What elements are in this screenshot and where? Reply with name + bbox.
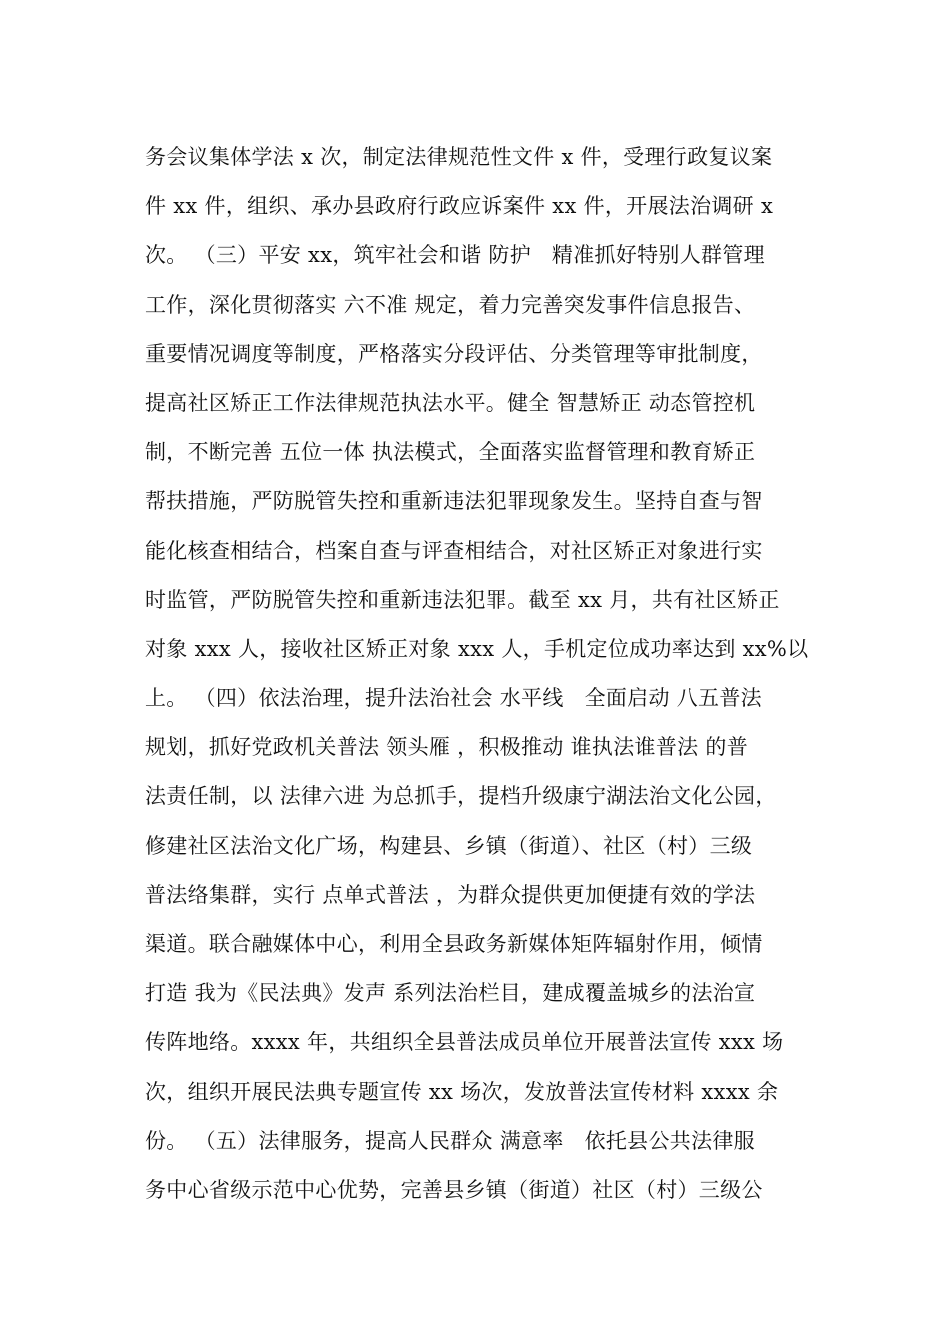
text-line: 务中心省级示范中心优势，完善县乡镇（街道）社区（村）三级公 [145,1177,763,1202]
text-line: 帮扶措施，严防脱管失控和重新违法犯罪现象发生。坚持自查与智 [145,489,763,514]
text-line: 工作，深化贯彻落实 六不准 规定，着力完善突发事件信息报告、 [145,292,756,317]
text-line: 次。 （三）平安 xx，筑牢社会和谐 防护 精准抓好特别人群管理 [145,243,765,268]
text-line: 上。 （四）依法治理，提升法治社会 水平线 全面启动 八五普法 [145,686,762,711]
text-line: 打造 我为《民法典》发声 系列法治栏目，建成覆盖城乡的法治宣 [145,981,756,1006]
text-line: 次，组织开展民法典专题宣传 xx 场次，发放普法宣传材料 xxxx 余 [145,1079,779,1104]
text-line: 件 xx 件，组织、承办县政府行政应诉案件 xx 件，开展法治调研 x [145,194,774,219]
text-line: 份。 （五）法律服务，提高人民群众 满意率 依托县公共法律服 [145,1128,755,1153]
text-line: 能化核查相结合，档案自查与评查相结合，对社区矫正对象进行实 [145,538,763,563]
text-line: 重要情况调度等制度，严格落实分段评估、分类管理等审批制度， [145,341,763,366]
text-line: 修建社区法治文化广场，构建县、乡镇（街道）、社区（村）三级 [145,833,753,858]
body-text [145,133,835,1215]
text-line: 提高社区矫正工作法律规范执法水平。健全 智慧矫正 动态管控机 [145,390,756,415]
text-line: 制，不断完善 五位一体 执法模式，全面落实监督管理和教育矫正 [145,440,756,465]
text-line: 时监管，严防脱管失控和重新违法犯罪。截至 xx 月，共有社区矫正 [145,587,780,612]
text-line: 法责任制，以 法律六进 为总抓手，提档升级康宁湖法治文化公园， [145,784,777,809]
text-line: 传阵地络。xxxx 年，共组织全县普法成员单位开展普法宣传 xxx 场 [145,1030,784,1055]
text-line: 务会议集体学法 x 次，制定法律规范性文件 x 件，受理行政复议案 [145,145,773,169]
text-line: 普法络集群，实行 点单式普法 ，为群众提供更加便捷有效的学法 [145,882,756,907]
text-line: 对象 xxx 人，接收社区矫正对象 xxx 人，手机定位成功率达到 xx%以 [145,636,809,661]
text-line: 渠道。联合融媒体中心，利用全县政务新媒体矩阵辐射作用，倾情 [145,932,763,956]
text-line: 规划，抓好党政机关普法 领头雁 ，积极推动 谁执法谁普法 的普 [145,735,748,760]
